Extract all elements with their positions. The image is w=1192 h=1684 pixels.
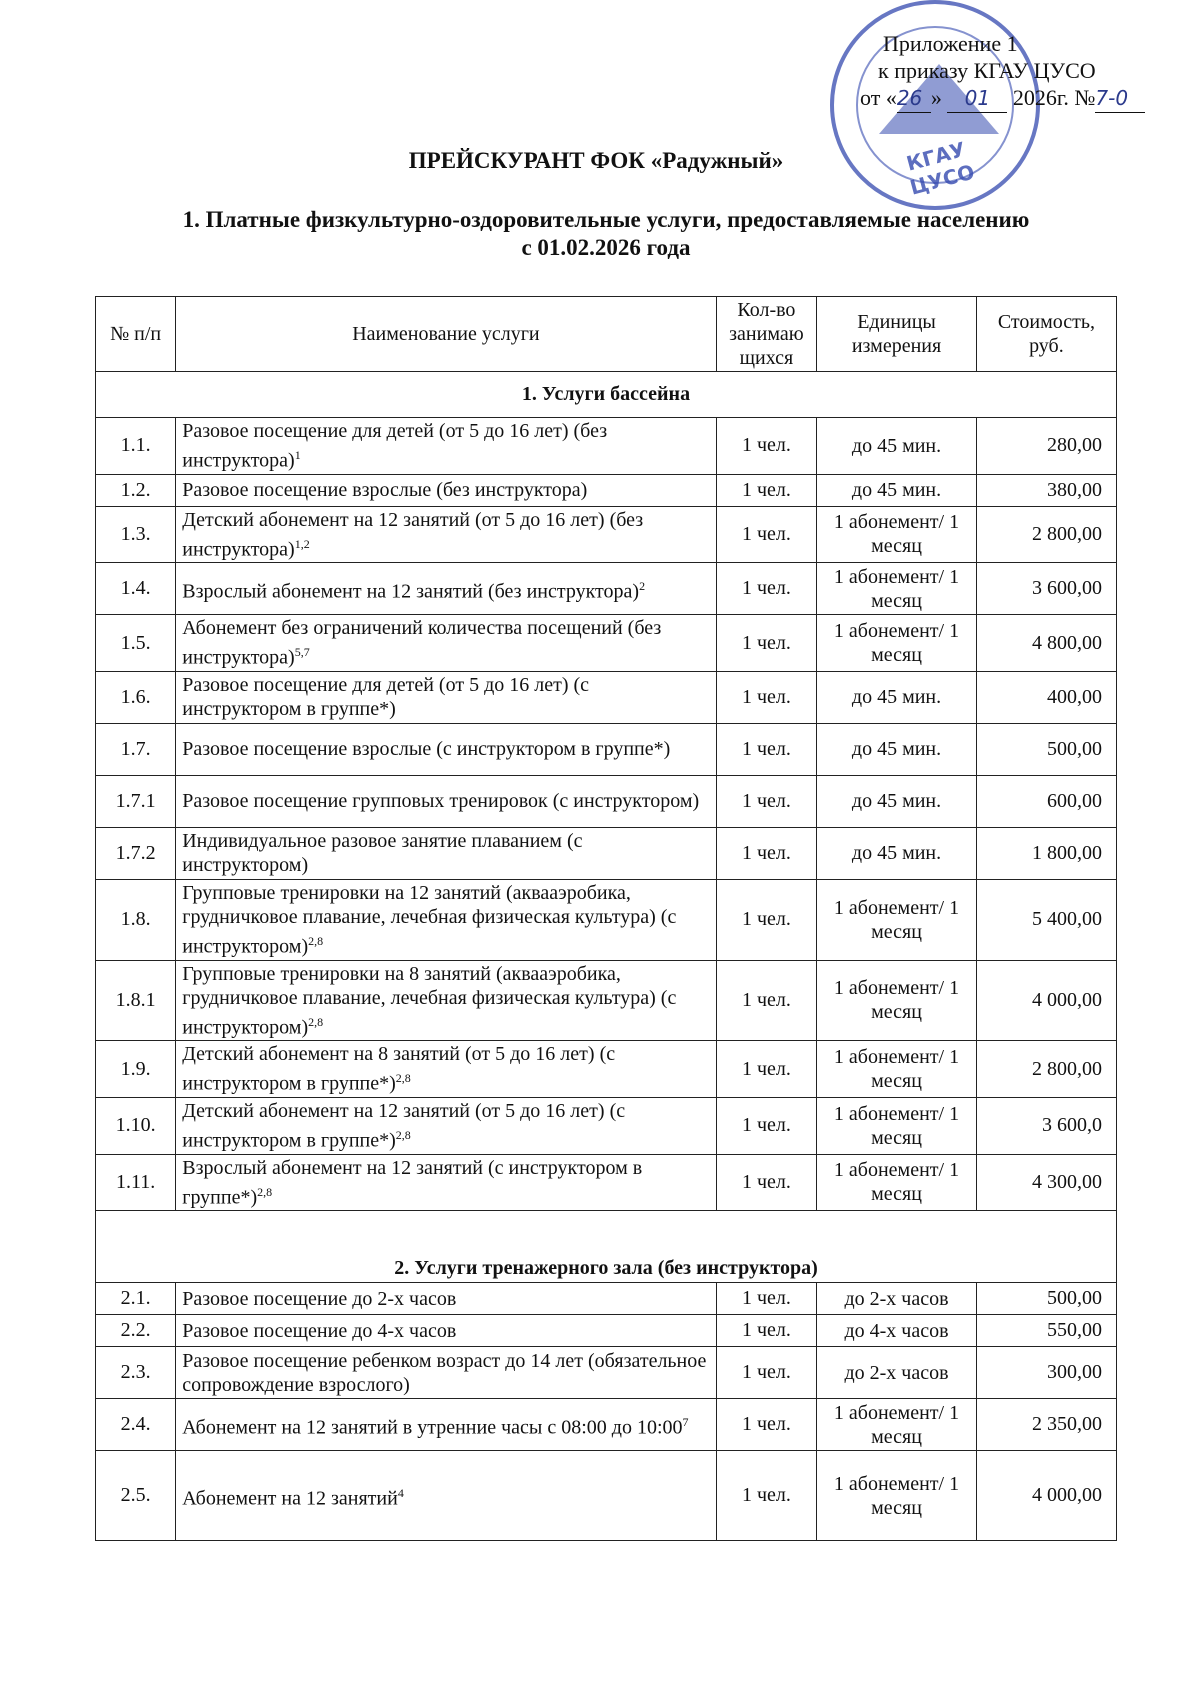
table-row [96,723,1117,775]
row-number: 1.2. [96,474,176,506]
unit-of-measure: 1 абонемент/ 1 месяц [817,1041,977,1098]
section-title: 2. Услуги тренажерного зала (без инструктора) [96,1211,1117,1283]
service-name [176,723,716,775]
row-number: 2.4. [96,1399,176,1451]
service-name-text: Индивидуальное разовое занятие плаванием (с инструктором) [182,830,583,877]
participants-count: 1 чел. [716,671,817,723]
service-name-text: Детский абонемент на 12 занятий (от 5 до 16 лет) (без инструктора) [182,508,644,561]
unit-of-measure: до 45 мин. [817,474,977,506]
table-row [96,960,1117,1041]
footnote-ref: 1,2 [294,536,310,551]
document-title: ПРЕЙСКУРАНТ ФОК «Радужный» [408,148,784,173]
price: 500,00 [976,723,1116,775]
participants-count: 1 чел. [716,879,817,960]
table-row [96,563,1117,615]
appendix-reference [860,30,1180,113]
participants-count: 1 чел. [716,775,817,827]
unit-of-measure: 1 абонемент/ 1 месяц [817,1097,977,1154]
appendix-line-2: к приказу КГАУ ЦУСО [878,58,1096,83]
table-body [96,372,1117,1541]
participants-count: 1 чел. [716,723,817,775]
price: 2 800,00 [976,506,1116,563]
price: 5 400,00 [976,879,1116,960]
row-number: 1.6. [96,671,176,723]
participants-count: 1 чел. [716,1097,817,1154]
stamp-text: КГАУ ЦУСО [903,137,977,200]
unit-of-measure: до 4-х часов [817,1315,977,1347]
table-row [96,879,1117,960]
service-name-text: Групповые тренировки на 12 занятий (аквааэробика, грудничковое плавание, лечебная физическая культура) (с инструктором) [182,881,677,958]
handwritten-day: 26 [897,85,931,113]
service-name [176,1399,716,1451]
service-name-text: Разовое посещение для детей (от 5 до 16 лет) (с инструктором в группе*) [182,674,590,721]
handwritten-month: 01 [947,85,1007,113]
unit-of-measure: 1 абонемент/ 1 месяц [817,506,977,563]
row-number: 1.8.1 [96,960,176,1041]
price: 4 000,00 [976,1451,1116,1541]
participants-count: 1 чел. [716,1283,817,1315]
service-name-text: Детский абонемент на 12 занятий (от 5 до 16 лет) (с инструктором в группе*) [182,1099,626,1152]
service-name-text: Разовое посещение для детей (от 5 до 16 лет) (без инструктора) [182,420,608,472]
col-header-num: № п/п [96,297,176,372]
service-name-text: Разовое посещение взрослые (с инструктором в группе*) [182,738,671,761]
service-name-text: Разовое посещение взрослые (без инструктора) [182,479,588,502]
subtitle-line-2: с 01.02.2026 года [521,235,691,260]
subtitle-line-1: 1. Платные физкультурно-оздоровительные услуги, предоставляемые населению [182,207,1030,232]
footnote-ref: 2 [639,578,646,593]
row-number: 2.1. [96,1283,176,1315]
price: 550,00 [976,1315,1116,1347]
service-name-text: Взрослый абонемент на 12 занятий (без инструктора) [182,580,640,603]
row-number: 1.10. [96,1097,176,1154]
section-header-row [96,1211,1117,1283]
unit-of-measure: 1 абонемент/ 1 месяц [817,879,977,960]
table-row [96,1315,1117,1347]
footnote-ref: 2,8 [395,1127,411,1142]
table-row [96,775,1117,827]
participants-count: 1 чел. [716,1347,817,1399]
service-name [176,827,716,879]
row-number: 1.7.1 [96,775,176,827]
row-number: 1.8. [96,879,176,960]
service-name-text: Разовое посещение групповых тренировок (с инструктором) [182,790,700,813]
appendix-line-1: Приложение 1 [883,31,1018,56]
unit-of-measure: до 45 мин. [817,723,977,775]
table-row [96,1283,1117,1315]
service-name [176,671,716,723]
footnote-ref: 2,8 [308,933,324,948]
table-row [96,418,1117,475]
price: 1 800,00 [976,827,1116,879]
table-header-row [96,297,1117,372]
unit-of-measure: 1 абонемент/ 1 месяц [817,1399,977,1451]
service-name [176,960,716,1041]
participants-count: 1 чел. [716,1399,817,1451]
appendix-date-line [860,84,1180,113]
footnote-ref: 4 [397,1485,404,1500]
date-prefix: от « [860,85,897,110]
service-name-text: Взрослый абонемент на 12 занятий (с инструктором в группе*) [182,1156,643,1209]
price: 280,00 [976,418,1116,475]
price: 600,00 [976,775,1116,827]
service-name [176,1283,716,1315]
service-name [176,775,716,827]
service-name [176,474,716,506]
unit-of-measure: до 45 мин. [817,827,977,879]
price: 4 300,00 [976,1154,1116,1211]
col-header-unit: Единицы измерения [817,297,977,372]
footnote-ref: 2,8 [257,1184,273,1199]
table-row [96,615,1117,672]
row-number: 2.3. [96,1347,176,1399]
row-number: 1.3. [96,506,176,563]
row-number: 1.5. [96,615,176,672]
handwritten-number: 7-0 [1095,85,1145,113]
unit-of-measure: до 45 мин. [817,671,977,723]
participants-count: 1 чел. [716,615,817,672]
service-name [176,1347,716,1399]
unit-of-measure: до 2-х часов [817,1347,977,1399]
col-header-price: Стоимость, руб. [976,297,1116,372]
footnote-ref: 7 [682,1414,689,1429]
unit-of-measure: до 45 мин. [817,418,977,475]
table-row [96,1097,1117,1154]
participants-count: 1 чел. [716,1315,817,1347]
row-number: 1.9. [96,1041,176,1098]
price: 4 800,00 [976,615,1116,672]
service-name-text: Абонемент на 12 занятий в утренние часы с 08:00 до 10:00 [182,1416,683,1439]
footnote-ref: 2,8 [308,1014,324,1029]
document-subtitle [95,206,1117,262]
table-row [96,1347,1117,1399]
section-title: 1. Услуги бассейна [96,372,1117,418]
participants-count: 1 чел. [716,1154,817,1211]
date-mid: » [930,85,942,110]
col-header-qty: Кол-во занимаю щихся [716,297,817,372]
service-name [176,879,716,960]
participants-count: 1 чел. [716,474,817,506]
participants-count: 1 чел. [716,1451,817,1541]
table-row [96,474,1117,506]
service-name [176,1041,716,1098]
row-number: 1.1. [96,418,176,475]
table-row [96,1041,1117,1098]
unit-of-measure: до 2-х часов [817,1283,977,1315]
service-name-text: Разовое посещение до 4-х часов [182,1319,457,1342]
row-number: 2.5. [96,1451,176,1541]
participants-count: 1 чел. [716,418,817,475]
service-name-text: Детский абонемент на 8 занятий (от 5 до 16 лет) (с инструктором в группе*) [182,1043,616,1095]
price-table [95,296,1117,1541]
table-row [96,1451,1117,1541]
participants-count: 1 чел. [716,1041,817,1098]
row-number: 1.4. [96,563,176,615]
footnote-ref: 1 [294,448,301,462]
service-name [176,506,716,563]
row-number: 1.7.2 [96,827,176,879]
unit-of-measure: 1 абонемент/ 1 месяц [817,563,977,615]
row-number: 1.7. [96,723,176,775]
date-year: 2026г. № [1012,85,1096,110]
table-row [96,671,1117,723]
service-name-text: Групповые тренировки на 8 занятий (аквааэробика, грудничковое плавание, лечебная физическая культура) (с инструктором) [182,962,677,1039]
participants-count: 1 чел. [716,506,817,563]
price: 380,00 [976,474,1116,506]
unit-of-measure: до 45 мин. [817,775,977,827]
service-name [176,418,716,475]
col-header-name: Наименование услуги [176,297,716,372]
table-row [96,506,1117,563]
service-name-text: Разовое посещение до 2-х часов [182,1287,457,1310]
price: 3 600,0 [976,1097,1116,1154]
participants-count: 1 чел. [716,563,817,615]
price: 300,00 [976,1347,1116,1399]
table-row [96,1399,1117,1451]
service-name-text: Абонемент без ограничений количества посещений (без инструктора) [182,617,662,669]
unit-of-measure: 1 абонемент/ 1 месяц [817,1451,977,1541]
price: 3 600,00 [976,563,1116,615]
table-row [96,827,1117,879]
service-name [176,1315,716,1347]
section-header-row [96,372,1117,418]
table-row [96,1154,1117,1211]
price: 2 350,00 [976,1399,1116,1451]
row-number: 1.11. [96,1154,176,1211]
unit-of-measure: 1 абонемент/ 1 месяц [817,960,977,1041]
participants-count: 1 чел. [716,960,817,1041]
footnote-ref: 5,7 [294,645,310,660]
service-name [176,615,716,672]
service-name [176,1154,716,1211]
price: 500,00 [976,1283,1116,1315]
service-name [176,1097,716,1154]
service-name [176,563,716,615]
price: 2 800,00 [976,1041,1116,1098]
row-number: 2.2. [96,1315,176,1347]
service-name-text: Абонемент на 12 занятий [182,1487,398,1510]
footnote-ref: 2,8 [395,1071,411,1086]
service-name [176,1451,716,1541]
unit-of-measure: 1 абонемент/ 1 месяц [817,615,977,672]
participants-count: 1 чел. [716,827,817,879]
price: 400,00 [976,671,1116,723]
service-name-text: Разовое посещение ребенком возраст до 14 лет (обязательное сопровождение взрослого) [182,1349,707,1396]
price: 4 000,00 [976,960,1116,1041]
unit-of-measure: 1 абонемент/ 1 месяц [817,1154,977,1211]
